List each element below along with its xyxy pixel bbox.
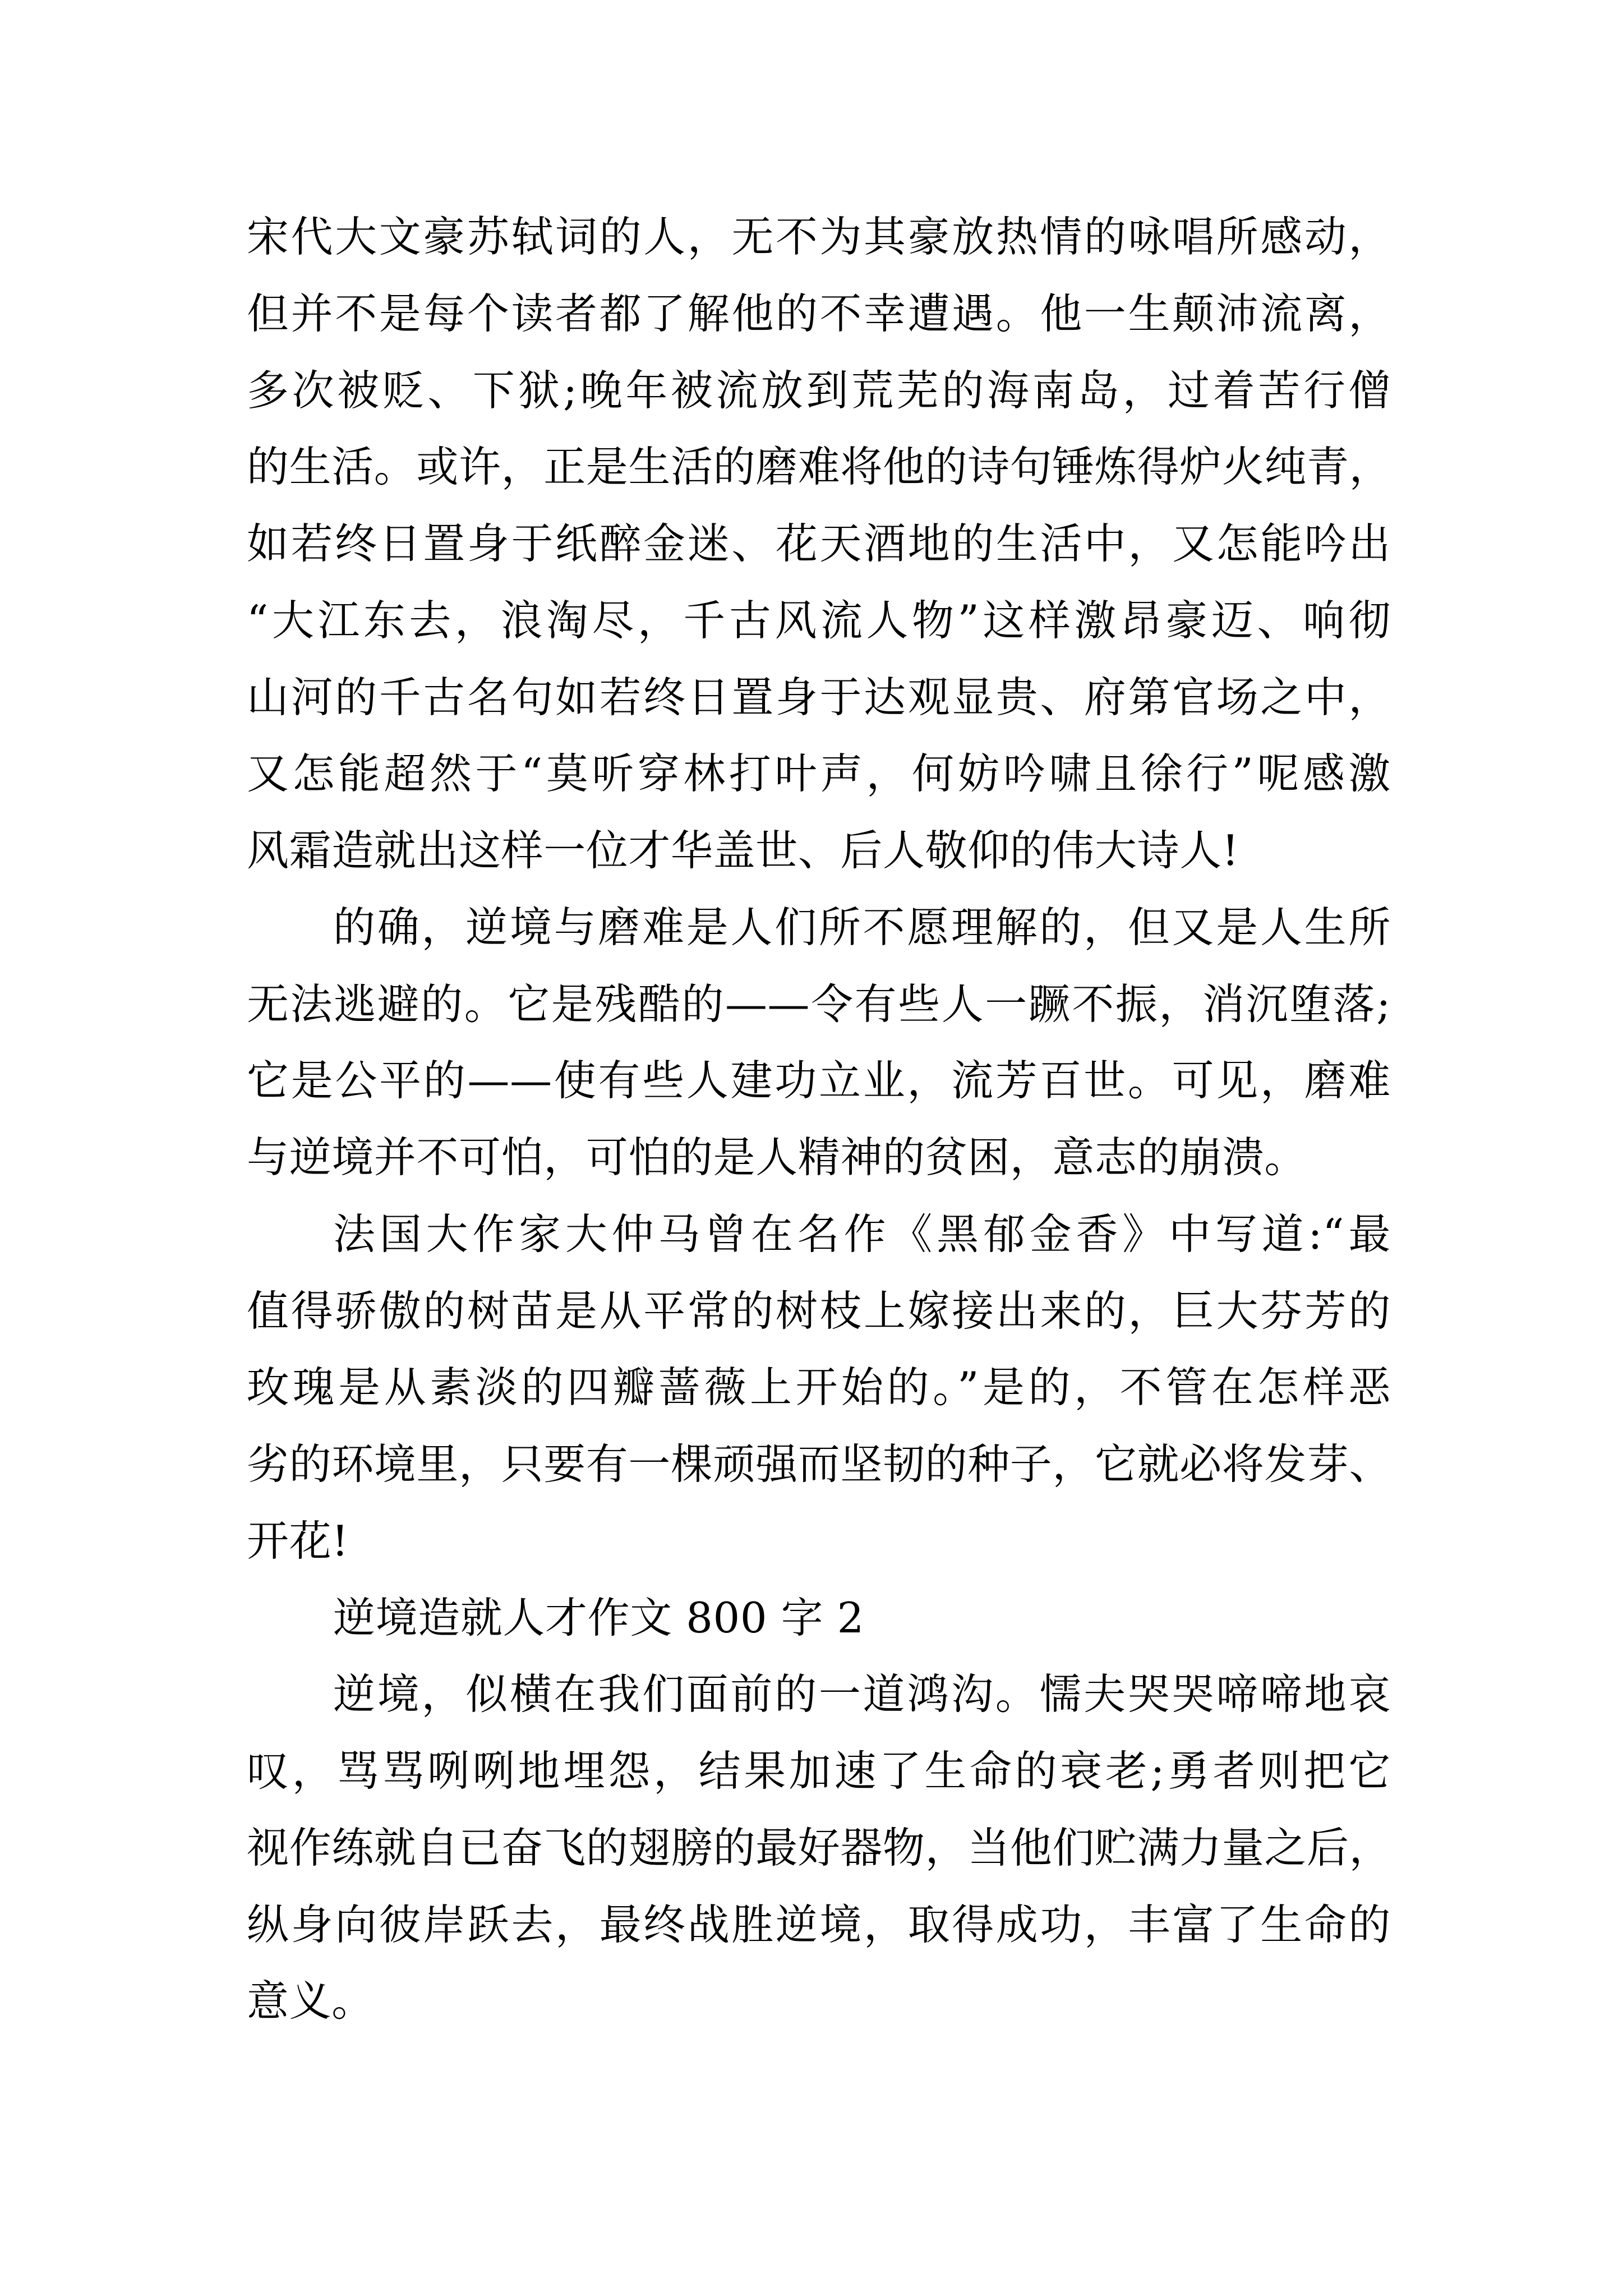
text-line: 的确，逆境与磨难是人们所不愿理解的，但又是人生所: [333, 902, 1391, 952]
text-line: 值得骄傲的树苗是从平常的树枝上嫁接出来的，巨大芬芳的: [247, 1286, 1391, 1336]
text-line: “大江东去，浪淘尽，千古风流人物”这样激昂豪迈、响彻: [247, 595, 1391, 645]
section-heading: [247, 1580, 1391, 1657]
text-line: 开花!: [247, 1516, 349, 1566]
text-line: 宋代大文豪苏轼词的人，无不为其豪放热情的咏唱所感动，: [247, 212, 1391, 261]
text-line: 多次被贬、下狱;晚年被流放到荒芜的海南岛，过着苦行僧: [247, 365, 1391, 415]
text-line: 与逆境并不可怕，可怕的是人精神的贫困，意志的崩溃。: [247, 1133, 1307, 1182]
paragraph: [247, 1196, 1391, 1580]
paragraph: [247, 199, 1391, 889]
text-line: 如若终日置身于纸醉金迷、花天酒地的生活中，又怎能吟出: [247, 519, 1391, 568]
text-line: 无法逃避的。它是残酷的——令有些人一蹶不振，消沉堕落;: [247, 979, 1391, 1029]
text-line: 风霜造就出这样一位才华盖世、后人敬仰的伟大诗人!: [247, 826, 1239, 875]
text-line: 视作练就自已奋飞的翅膀的最好器物，当他们贮满力量之后，: [247, 1823, 1392, 1872]
paragraph: [247, 889, 1391, 1196]
paragraph: [247, 1656, 1391, 2040]
text-line: 山河的千古名句如若终日置身于达观显贵、府第官场之中，: [247, 672, 1391, 722]
text-line: 意义。: [247, 1976, 374, 2026]
text-line: 法国大作家大仲马曾在名作《黑郁金香》中写道:“最: [333, 1209, 1391, 1259]
text-line: 但并不是每个读者都了解他的不幸遭遇。他一生颠沛流离，: [247, 288, 1391, 338]
document-body: [247, 199, 1391, 2040]
text-line: 劣的环境里，只要有一棵顽强而坚韧的种子，它就必将发芽、: [247, 1439, 1392, 1489]
text-line: 逆境，似横在我们面前的一道鸿沟。懦夫哭哭啼啼地哀: [333, 1669, 1391, 1719]
heading-text: 逆境造就人才作文 800 字 2: [333, 1593, 864, 1642]
text-line: 纵身向彼岸跃去，最终战胜逆境，取得成功，丰富了生命的: [247, 1899, 1391, 1949]
text-line: 它是公平的——使有些人建功立业，流芳百世。可见，磨难: [247, 1056, 1391, 1106]
text-line: 玫瑰是从素淡的四瓣蔷薇上开始的。”是的，不管在怎样恶: [247, 1363, 1391, 1412]
text-line: 又怎能超然于“莫听穿林打叶声，何妨吟啸且徐行”呢感激: [247, 749, 1391, 799]
text-line: 的生活。或许，正是生活的磨难将他的诗句锤炼得炉火纯青，: [247, 442, 1392, 492]
text-line: 叹，骂骂咧咧地埋怨，结果加速了生命的衰老;勇者则把它: [247, 1746, 1391, 1796]
